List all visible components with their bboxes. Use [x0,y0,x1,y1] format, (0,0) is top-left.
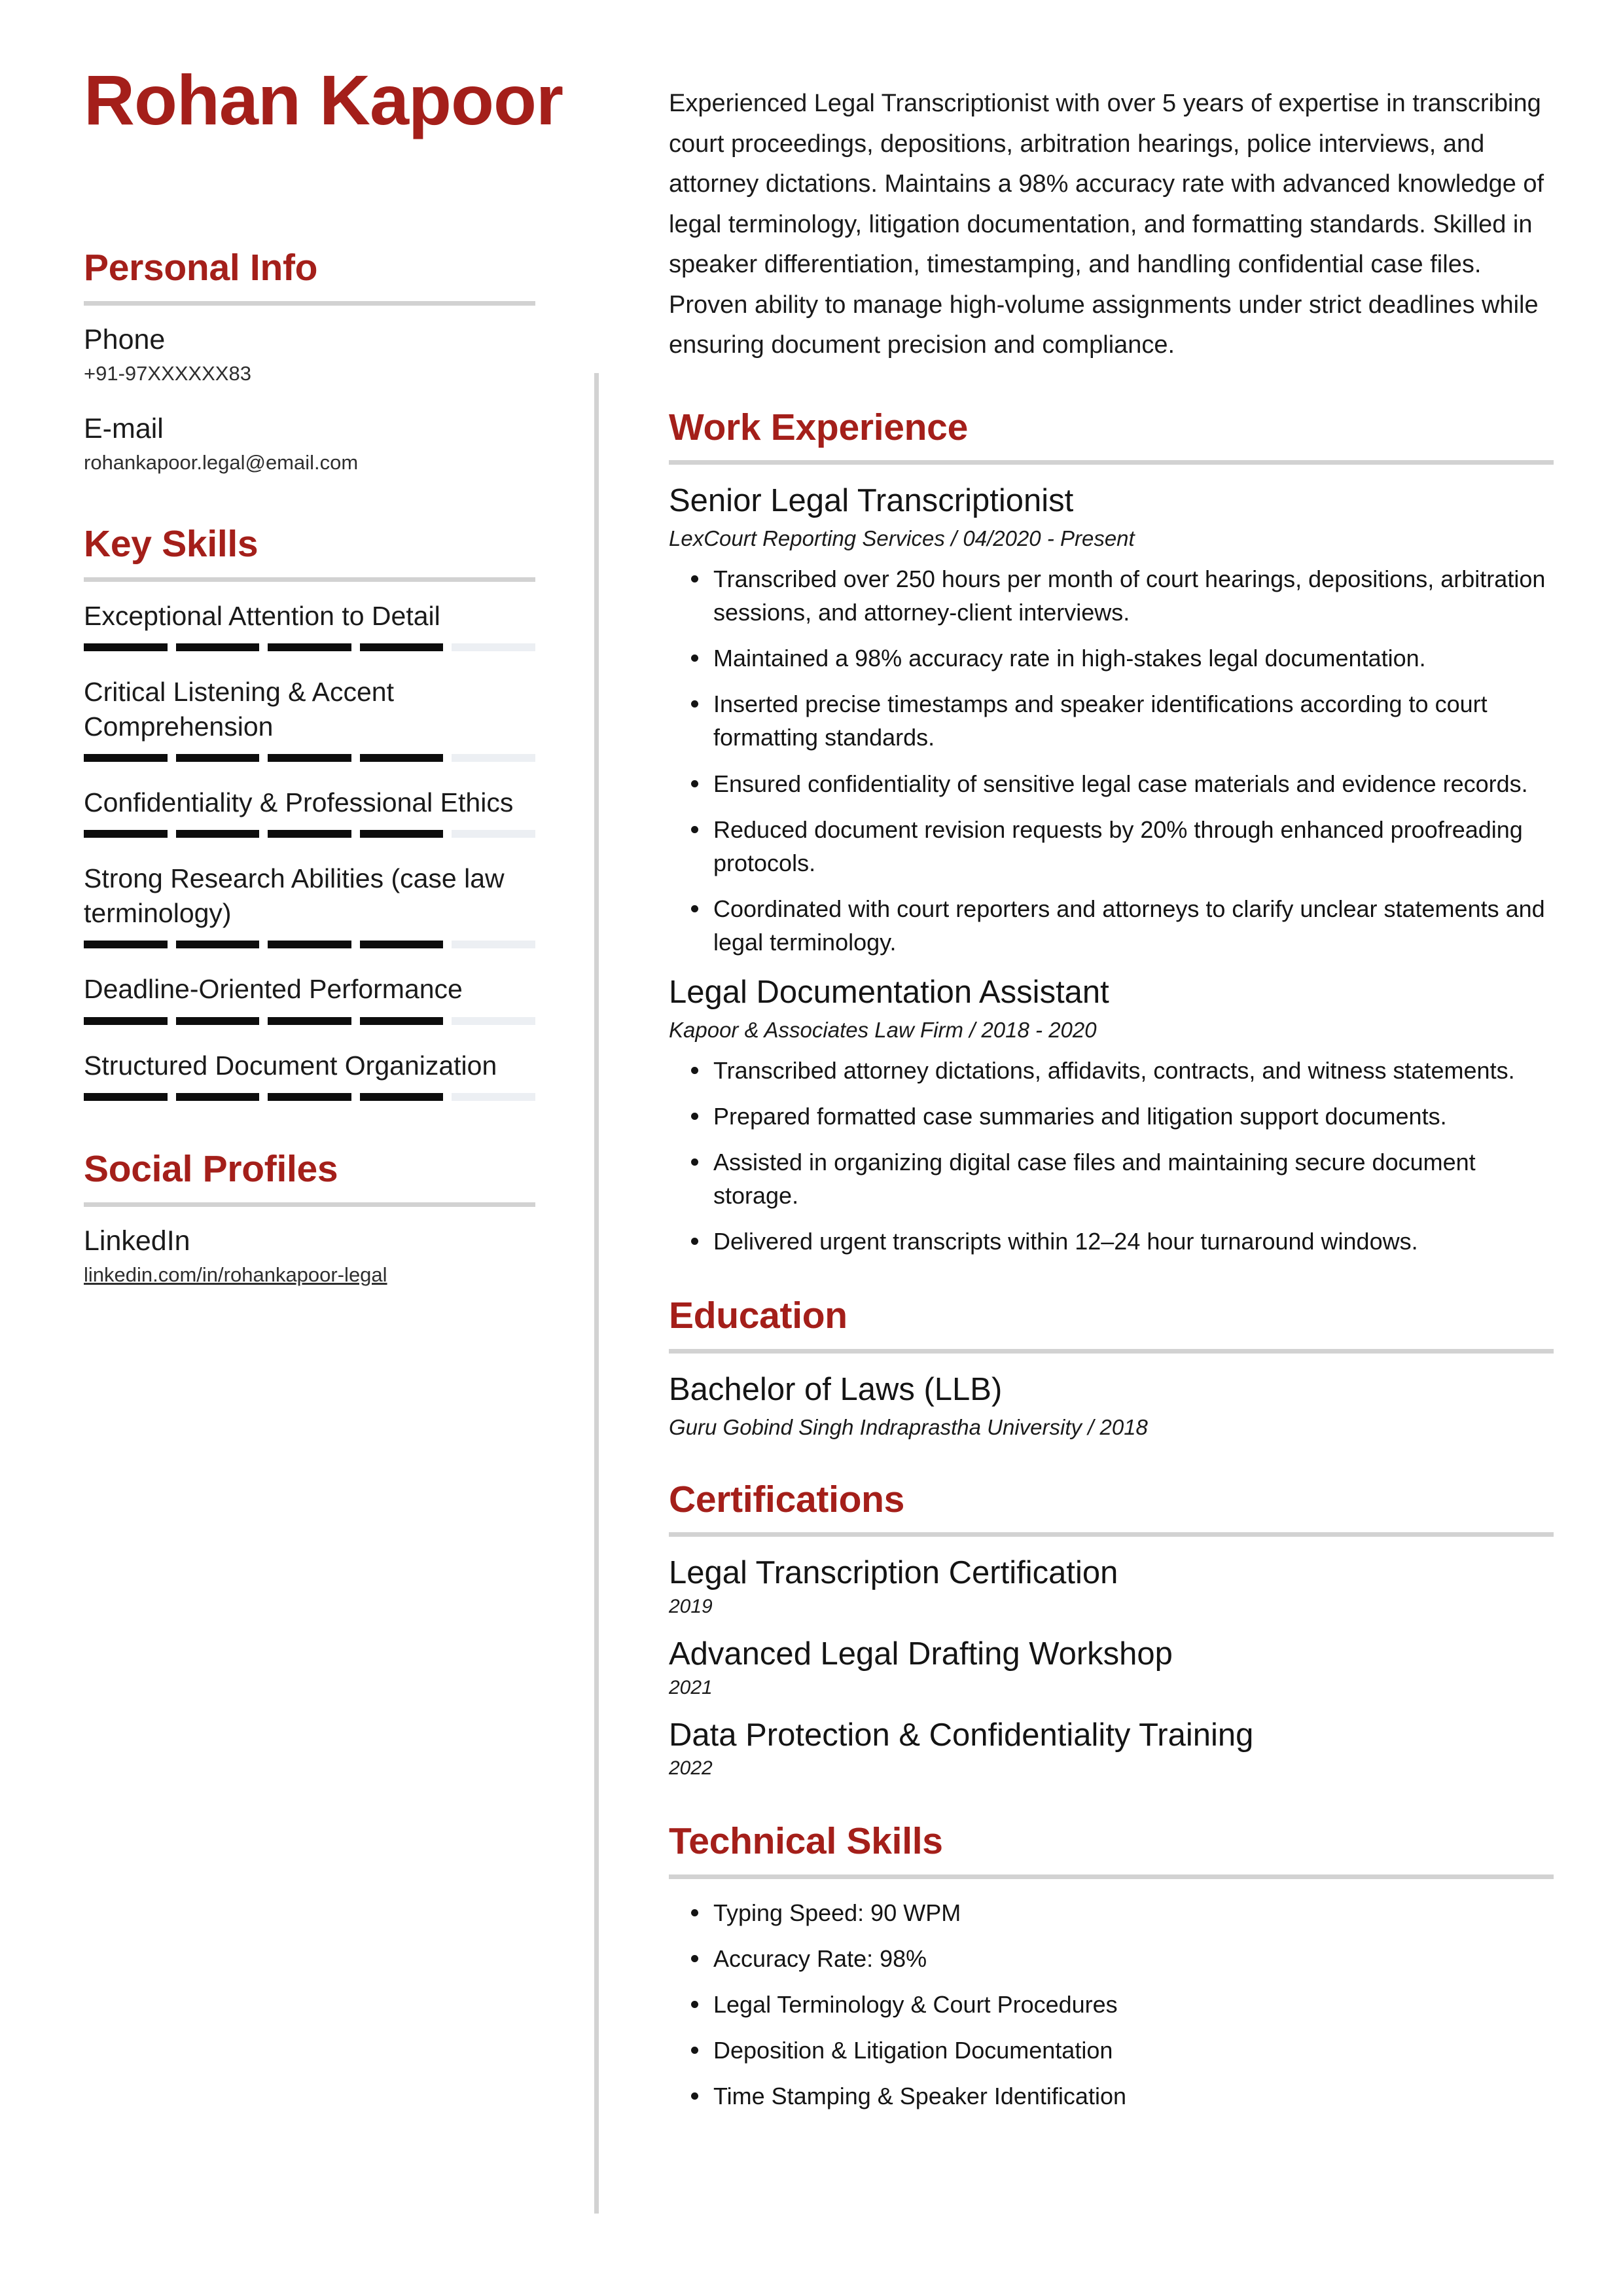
personal-info-list [84,323,535,476]
job-bullet: Ensured confidentiality of sensitive legal case materials and evidence records. [713,767,1554,800]
skill-rating-segment [268,941,351,948]
technical-skill-item: Time Stamping & Speaker Identification [713,2079,1554,2113]
skill-rating-segment [176,643,260,651]
social-profile-label: LinkedIn [84,1225,190,1257]
section-education [669,1295,1554,1441]
skill-rating-bar [84,1093,535,1101]
education-list [669,1371,1554,1442]
skill-rating-segment [452,754,535,762]
skill-item [84,785,535,838]
skill-rating-segment [268,643,351,651]
section-rule [84,1202,535,1207]
skill-rating-segment [84,754,168,762]
skill-rating-segment [176,1093,260,1101]
section-rule [669,1532,1554,1537]
skill-rating-segment [360,643,444,651]
skill-rating-segment [176,1017,260,1025]
certification-title: Legal Transcription Certification [669,1555,1118,1591]
technical-skill-item: Typing Speed: 90 WPM [713,1896,1554,1929]
section-key-skills [84,523,535,1101]
main-column [669,84,1554,2113]
sidebar-column [84,60,563,1288]
skill-rating-segment [452,941,535,948]
skill-rating-segment [268,754,351,762]
job-meta: Kapoor & Associates Law Firm / 2018 - 2020 [669,1017,1097,1042]
skill-rating-segment [360,941,444,948]
technical-skill-item: Deposition & Litigation Documentation [713,2034,1554,2067]
skill-rating-bar [84,941,535,948]
skill-rating-segment [84,1093,168,1101]
skill-name: Strong Research Abilities (case law terminology) [84,863,505,928]
certification-entry [669,1716,1554,1780]
job-title: Senior Legal Transcriptionist [669,483,1074,519]
skill-name: Critical Listening & Accent Comprehension [84,677,395,742]
skill-rating-segment [452,1093,535,1101]
skill-rating-bar [84,754,535,762]
section-social-profiles [84,1148,535,1288]
skill-rating-segment [176,941,260,948]
certifications-list [669,1554,1554,1780]
certification-entry [669,1635,1554,1699]
job-bullet: Assisted in organizing digital case files and maintaining secure document storage. [713,1145,1554,1212]
section-rule [669,1349,1554,1354]
skill-item [84,861,535,948]
professional-summary: Experienced Legal Transcriptionist with over 5 years of expertise in transcribing court proceedings, depositions, arbitration hearings, police interviews, and attorney dictations. Maintains a 98% accuracy rate with advanced knowledge of legal terminology, litigation documentation, and formatting standards. Skilled in speaker differentiation, timestamping, and handling confidential case files. Proven ability to manage high-volume assignments under strict deadlines while ensuring document precision and compliance. [669,90,1544,359]
section-heading-technical-skills: Technical Skills [669,1820,943,1863]
skill-item [84,675,535,762]
job-bullets [669,1054,1554,1259]
section-rule [84,301,535,306]
skill-name: Deadline-Oriented Performance [84,974,463,1005]
personal-info-value: rohankapoor.legal@email.com [84,450,359,474]
skill-rating-segment [84,643,168,651]
job-bullet: Maintained a 98% accuracy rate in high-stakes legal documentation. [713,641,1554,675]
certification-title: Advanced Legal Drafting Workshop [669,1636,1173,1672]
skill-rating-segment [360,1017,444,1025]
skill-rating-bar [84,643,535,651]
personal-info-value: +91-97XXXXXX83 [84,361,251,385]
work-experience-entry [669,973,1554,1258]
section-rule [669,1874,1554,1879]
social-profiles-list [84,1224,535,1288]
skill-name: Confidentiality & Professional Ethics [84,787,514,817]
skill-item [84,972,535,1024]
skill-rating-segment [360,1093,444,1101]
work-experience-list [669,482,1554,1258]
skill-rating-segment [268,1093,351,1101]
section-technical-skills [669,1820,1554,2113]
job-bullet: Reduced document revision requests by 20% through enhanced proofreading protocols. [713,813,1554,880]
job-bullet: Transcribed attorney dictations, affidavits, contracts, and witness statements. [713,1054,1554,1087]
section-heading-social-profiles: Social Profiles [84,1148,338,1191]
skill-rating-segment [360,830,444,838]
certification-year: 2022 [669,1757,713,1780]
certification-year: 2021 [669,1676,713,1698]
skill-rating-bar [84,830,535,838]
skill-rating-segment [268,1017,351,1025]
personal-info-label: Phone [84,323,166,355]
job-bullet: Delivered urgent transcripts within 12–24 hour turnaround windows. [713,1225,1554,1258]
job-bullet: Transcribed over 250 hours per month of court hearings, depositions, arbitration sessions, and attorney-client interviews. [713,562,1554,629]
certification-title: Data Protection & Confidentiality Training [669,1717,1254,1753]
skill-rating-segment [268,830,351,838]
technical-skill-item: Accuracy Rate: 98% [713,1942,1554,1975]
skill-name: Structured Document Organization [84,1050,497,1081]
education-meta: Guru Gobind Singh Indraprastha University / 2018 [669,1414,1148,1439]
section-heading-key-skills: Key Skills [84,523,259,565]
skill-rating-segment [176,754,260,762]
section-personal-info [84,247,535,476]
section-certifications [669,1479,1554,1780]
skill-rating-segment [452,1017,535,1025]
skill-rating-segment [84,941,168,948]
skill-item [84,1049,535,1101]
section-heading-certifications: Certifications [669,1478,905,1520]
work-experience-entry [669,482,1554,959]
skill-rating-segment [176,830,260,838]
section-heading-work-experience: Work Experience [669,406,968,448]
certification-year: 2019 [669,1595,713,1617]
job-bullet: Inserted precise timestamps and speaker identifications according to court formatting standards. [713,687,1554,754]
candidate-name: Rohan Kapoor [84,60,563,139]
personal-info-label: E-mail [84,412,164,444]
certification-entry [669,1554,1554,1618]
skill-rating-segment [84,830,168,838]
skill-rating-segment [360,754,444,762]
job-bullet: Prepared formatted case summaries and litigation support documents. [713,1100,1554,1133]
degree-title: Bachelor of Laws (LLB) [669,1371,1003,1407]
column-divider [594,373,599,2214]
job-title: Legal Documentation Assistant [669,975,1109,1011]
key-skills-list [84,599,535,1102]
job-bullet: Coordinated with court reporters and attorneys to clarify unclear statements and legal terminology. [713,892,1554,959]
section-rule [669,460,1554,465]
section-rule [84,577,535,582]
skill-rating-bar [84,1017,535,1025]
skill-rating-segment [452,643,535,651]
skill-name: Exceptional Attention to Detail [84,600,440,631]
education-entry [669,1371,1554,1442]
skill-item [84,599,535,651]
skill-rating-segment [452,830,535,838]
social-profile-link[interactable]: linkedin.com/in/rohankapoor-legal [84,1263,387,1286]
technical-skills-list [669,1896,1554,2113]
job-bullets [669,562,1554,959]
section-work-experience [669,406,1554,1259]
technical-skill-item: Legal Terminology & Court Procedures [713,1988,1554,2021]
section-heading-education: Education [669,1295,847,1337]
skill-rating-segment [84,1017,168,1025]
section-heading-personal-info: Personal Info [84,247,318,289]
job-meta: LexCourt Reporting Services / 04/2020 - Present [669,526,1135,551]
